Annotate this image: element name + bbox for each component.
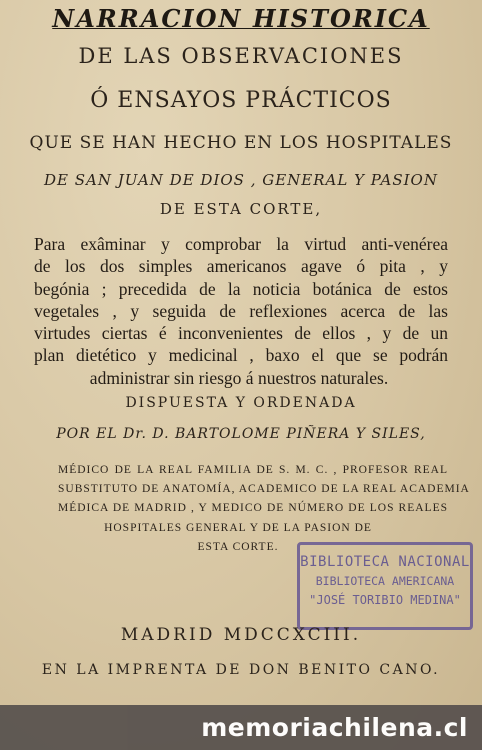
title-line-6: DE ESTA CORTE, [159, 200, 323, 218]
stamp-line-2: BIBLIOTECA AMERICANA [315, 574, 455, 588]
credential-line: ESTA CORTE. [197, 540, 279, 553]
credential-line: HOSPITALES GENERAL Y DE LA PASION DE [104, 521, 372, 534]
credential-line: MÉDICA DE MADRID , Y MEDICO DE NÚMERO DE LOS REALES [58, 502, 448, 515]
watermark-text: memoriachilena.cl [201, 713, 468, 742]
description-line: de los dos simples americanos agave ó pita , y [34, 256, 448, 277]
description-line: administrar sin riesgo á nuestros naturales. [89, 367, 389, 388]
title-line-2: DE LAS OBSERVACIONES [78, 44, 404, 68]
description-line: begónia ; precedida de la noticia botánica de estos [34, 278, 448, 299]
arranged-line: DISPUESTA Y ORDENADA [125, 395, 357, 411]
title-line-1: NARRACION HISTORICA [52, 4, 430, 33]
title-line-3: Ó ENSAYOS PRÁCTICOS [90, 88, 392, 113]
stamp-line-1: BIBLIOTECA NACIONAL [300, 554, 470, 570]
description-paragraph [34, 233, 448, 389]
title-line-4: QUE SE HAN HECHO EN LOS HOSPITALES [29, 133, 453, 153]
credential-line: SUBSTITUTO DE ANATOMÍA, ACADEMICO DE LA REAL ACADEMIA [58, 483, 470, 496]
library-stamp [297, 542, 473, 630]
stamp-line-3: "JOSÉ TORIBIO MEDINA" [309, 593, 461, 607]
author-line: POR EL Dr. D. BARTOLOME PIÑERA Y SILES, [56, 426, 426, 442]
title-line-5: DE SAN JUAN DE DIOS , GENERAL Y PASION [44, 171, 438, 189]
description-line: vegetales , y seguida de reflexiones acerca de las [34, 300, 448, 321]
imprint-place-year: MADRID MDCCXCIII. [120, 625, 362, 645]
watermark-bar [0, 705, 482, 750]
description-line: virtudes ciertas é inconvenientes de ellos , y de un [34, 323, 448, 344]
description-line: plan dietético y medicinal , baxo el que se podrán [34, 345, 448, 366]
credential-line: MÉDICO DE LA REAL FAMILIA DE S. M. C. , PROFESOR REAL [58, 464, 448, 476]
imprint-printer: EN LA IMPRENTA DE DON BENITO CANO. [41, 662, 441, 678]
description-line: Para exâminar y comprobar la virtud anti-venérea [34, 234, 448, 254]
